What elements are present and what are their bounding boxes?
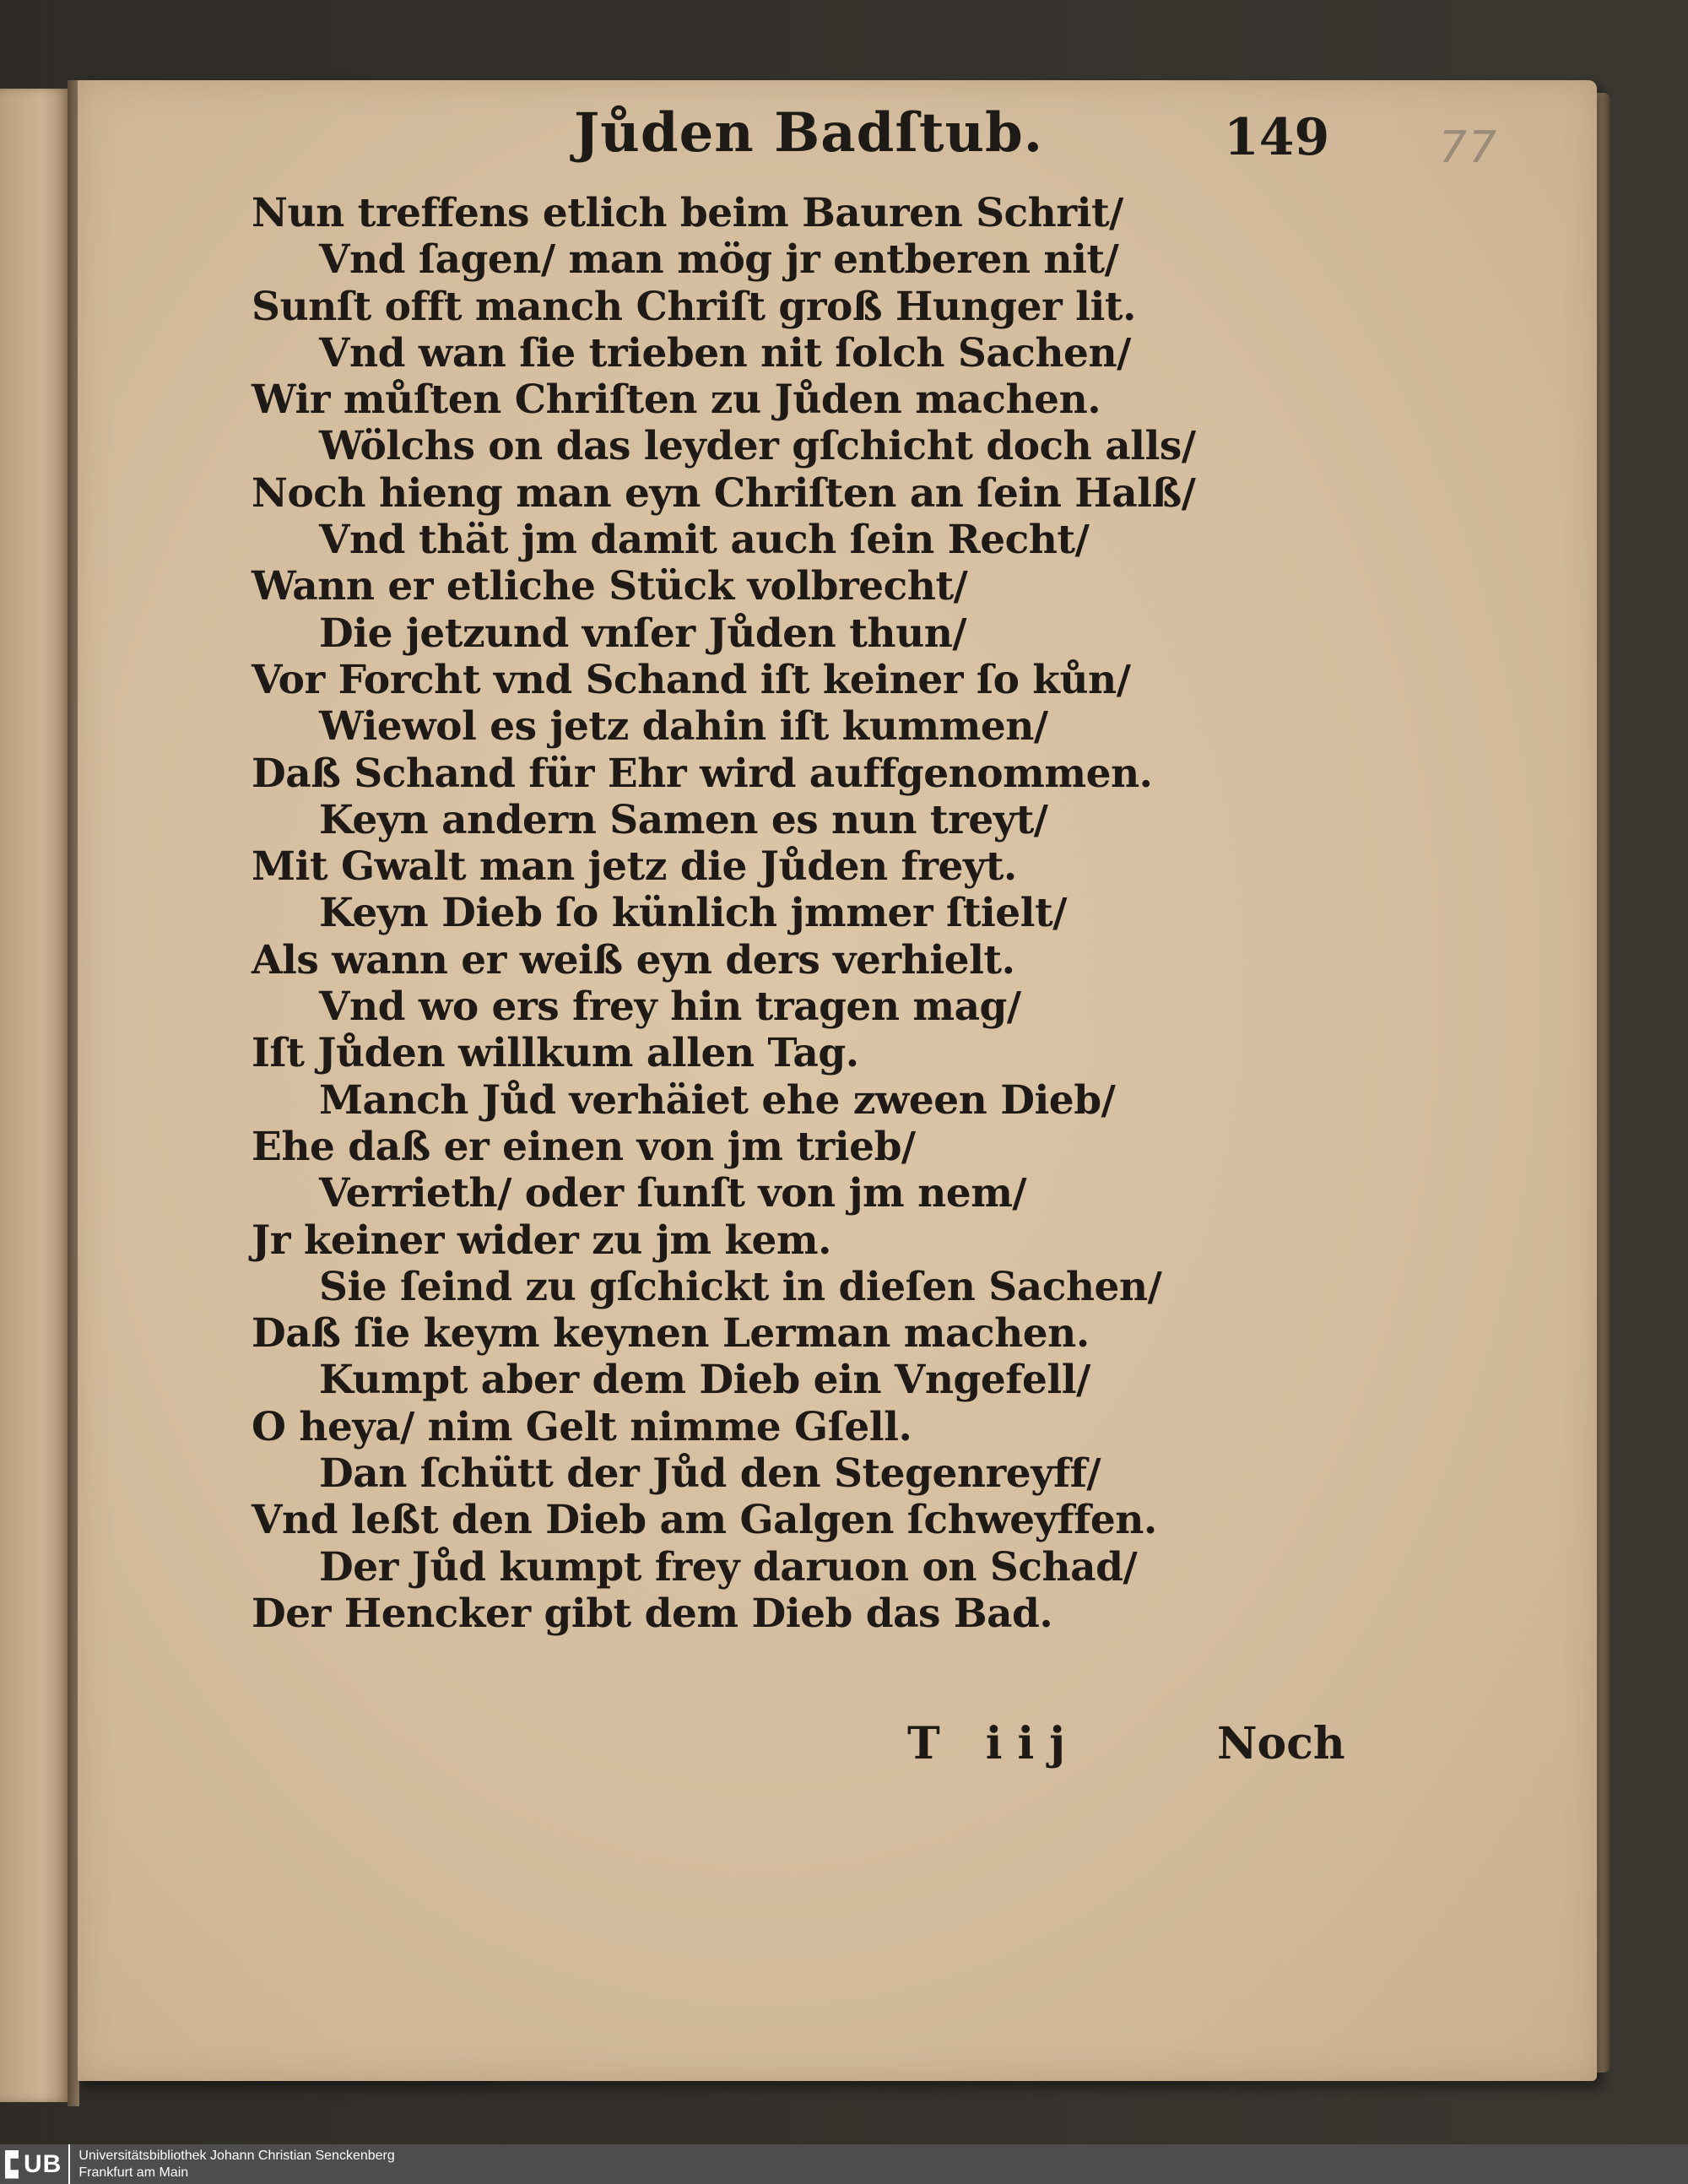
verse-line: Die jetzund vnſer Jůden thun/: [319, 610, 967, 657]
verse-line: Noch hieng man eyn Chriſten an ſein Halß/: [252, 469, 1196, 517]
signature-mark: T iij: [907, 1718, 1081, 1769]
verse-line: Jr keiner wider zu jm kem.: [252, 1217, 831, 1264]
verse-line: Nun treffens etlich beim Bauren Schrit/: [252, 190, 1123, 236]
verse-line: Keyn Dieb ſo künlich jmmer ſtielt/: [319, 890, 1067, 937]
verse-line: Daß Schand für Ehr wird auffgenommen.: [252, 750, 1153, 797]
running-head: Jůden Badſtub.: [574, 101, 1044, 165]
verse-line: Ehe daß er einen von jm trieb/: [252, 1123, 916, 1170]
facing-page-edge: [0, 89, 69, 2102]
verse-line: Keyn andern Samen es nun treyt/: [319, 796, 1048, 843]
verse-line: Der Hencker gibt dem Dieb das Bad.: [252, 1590, 1053, 1637]
library-footer: [0, 2144, 1688, 2184]
verse-line: O heya/ nim Gelt nimme Gſell.: [252, 1403, 912, 1450]
verse-line: Mit Gwalt man jetz die Jůden freyt.: [252, 843, 1017, 891]
ub-logo-icon: [5, 2150, 19, 2179]
verse-line: Vnd thät jm damit auch ſein Recht/: [319, 517, 1090, 564]
verse-line: Wir můſten Chriſten zu Jůden machen.: [252, 377, 1101, 424]
verse-block: [252, 190, 1196, 1637]
verse-line: Verrieth/ oder ſunſt von jm nem/: [319, 1170, 1027, 1217]
verse-line: Daß ſie keym keynen Lerman machen.: [252, 1310, 1090, 1358]
verse-line: Manch Jůd verhäiet ehe zween Dieb/: [319, 1076, 1116, 1124]
verse-line: Der Jůd kumpt frey daruon on Schad/: [319, 1543, 1138, 1591]
verse-line: Kumpt aber dem Dieb ein Vngefell/: [319, 1357, 1090, 1404]
ub-logo-text: UB: [24, 2149, 62, 2178]
library-name-line2: Frankfurt am Main: [78, 2165, 189, 2180]
verse-line: Vnd leßt den Dieb am Galgen ſchweyffen.: [252, 1497, 1157, 1544]
library-name: [78, 2148, 394, 2181]
page-number: 149: [1224, 108, 1330, 167]
verse-line: Sie ſeind zu gſchickt in dieſen Sachen/: [319, 1263, 1162, 1310]
verse-line: Wiewol es jetz dahin iſt kummen/: [319, 703, 1048, 751]
verse-line: Wann er etliche Stück volbrecht/: [252, 563, 968, 610]
verse-line: Dan ſchütt der Jůd den Stegenreyff/: [319, 1450, 1101, 1498]
verse-line: Vnd wan ſie trieben nit ſolch Sachen/: [319, 329, 1131, 377]
verse-line: Wölchs on das leyder gſchicht doch alls/: [319, 423, 1196, 470]
verse-line: Vnd ſagen/ man mög jr entberen nit/: [319, 236, 1119, 284]
archive-pencil-number: 77: [1439, 122, 1499, 173]
verse-line: Als wann er weiß eyn ders verhielt.: [252, 936, 1015, 984]
verse-line: Vor Forcht vnd Schand iſt keiner ſo kůn/: [252, 656, 1131, 703]
library-name-line1: Universitätsbibliothek Johann Christian Senckenberg: [78, 2148, 395, 2163]
ub-logo[interactable]: [0, 2144, 70, 2184]
verse-line: Iſt Jůden willkum allen Tag.: [252, 1030, 859, 1077]
verse-line: Sunſt offt manch Chriſt groß Hunger lit.: [252, 283, 1136, 330]
catchword: Noch: [1217, 1718, 1345, 1769]
verse-line: Vnd wo ers frey hin tragen mag/: [319, 984, 1021, 1031]
